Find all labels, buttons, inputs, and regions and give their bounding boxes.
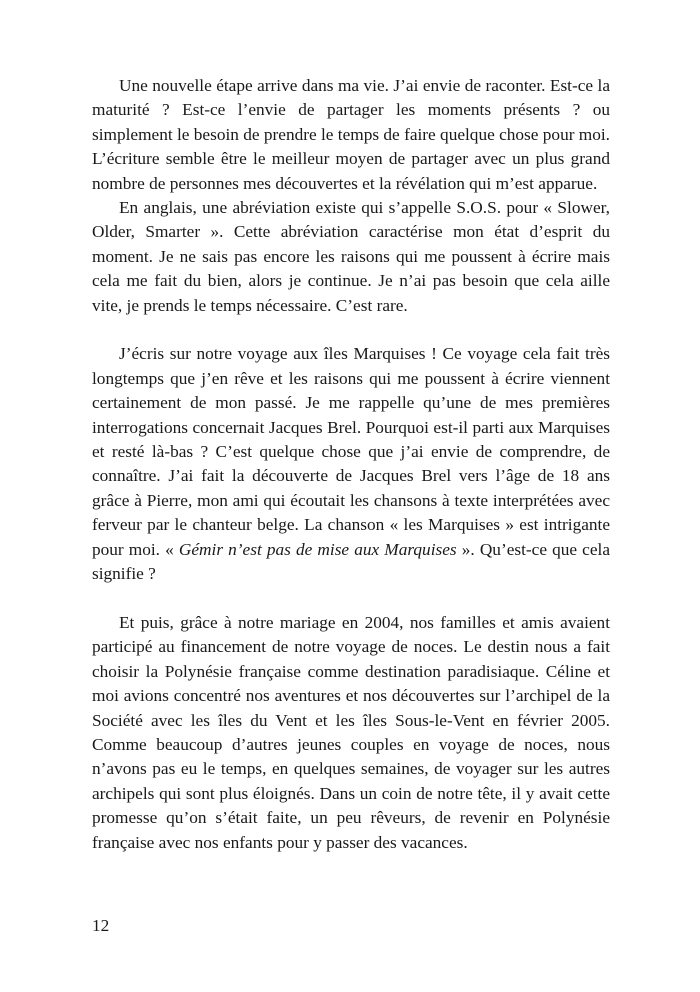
page-number: 12	[92, 916, 110, 935]
paragraph-3-tail: ». Qu’est-ce que cela signifie ?	[92, 539, 610, 584]
paragraph-3-text: J’écris sur notre voyage aux îles Marquises ! Ce voyage cela fait très longtemps que j’en rêve et les raisons qui me poussent à écrire viennent certainement de mon passé. Je me rappelle qu’une de mes premières interrogations concernait Jacques Brel. Pourquoi est-il parti aux Marquises et resté là-bas ? C’est quelque chose que j’ai envie de comprendre, de connaître. J’ai fait la découverte de Jacques Brel vers l’âge de 18 ans grâce à Pierre, mon ami qui écoutait les chansons à texte interprétées avec ferveur par le chanteur belge. La chanson « les Marquises » est intrigante pour moi. «	[92, 344, 610, 559]
song-quote: Gémir n’est pas de mise aux Marquises	[178, 539, 457, 559]
paragraph-1: Une nouvelle étape arrive dans ma vie. J’ai envie de raconter. Est-ce la maturité ? Est-ce l’envie de partager les moments présents ? ou simplement le besoin de prendre le temps de faire quelque chose pour moi. L’écriture semble être le meilleur moyen de partager avec un plus grand nombre de personnes mes découvertes et la révélation qui m’est apparue.	[92, 76, 610, 193]
paragraph-2: En anglais, une abréviation existe qui s’appelle S.O.S. pour « Slower, Older, Smarter ». Cette abréviation caractérise mon état d’esprit du moment. Je ne sais pas encore les raisons qui me poussent à écrire mais cela me fait du bien, alors je continue. Je n’ai pas besoin que cela aille vite, je prends le temps nécessaire. C’est rare.	[92, 198, 610, 315]
section-break	[92, 318, 610, 342]
paragraph-3	[92, 342, 610, 586]
section-break	[92, 587, 610, 611]
page-body	[92, 74, 610, 855]
paragraph-4: Et puis, grâce à notre mariage en 2004, nos familles et amis avaient participé au financement de notre voyage de noces. Le destin nous a fait choisir la Polynésie française comme destination paradisiaque. Céline et moi avions concentré nos aventures et nos découvertes sur l’archipel de la Société avec les îles du Vent et les îles Sous-le-Vent en février 2005. Comme beaucoup d’autres jeunes couples en voyage de noces, nous n’avons pas eu le temps, en quelques semaines, de voyager sur les autres archipels qui sont plus éloignés. Dans un coin de notre tête, il y avait cette promesse qu’on s’était faite, un peu rêveurs, de revenir en Polynésie française avec nos enfants pour y passer des vacances.	[92, 612, 610, 852]
